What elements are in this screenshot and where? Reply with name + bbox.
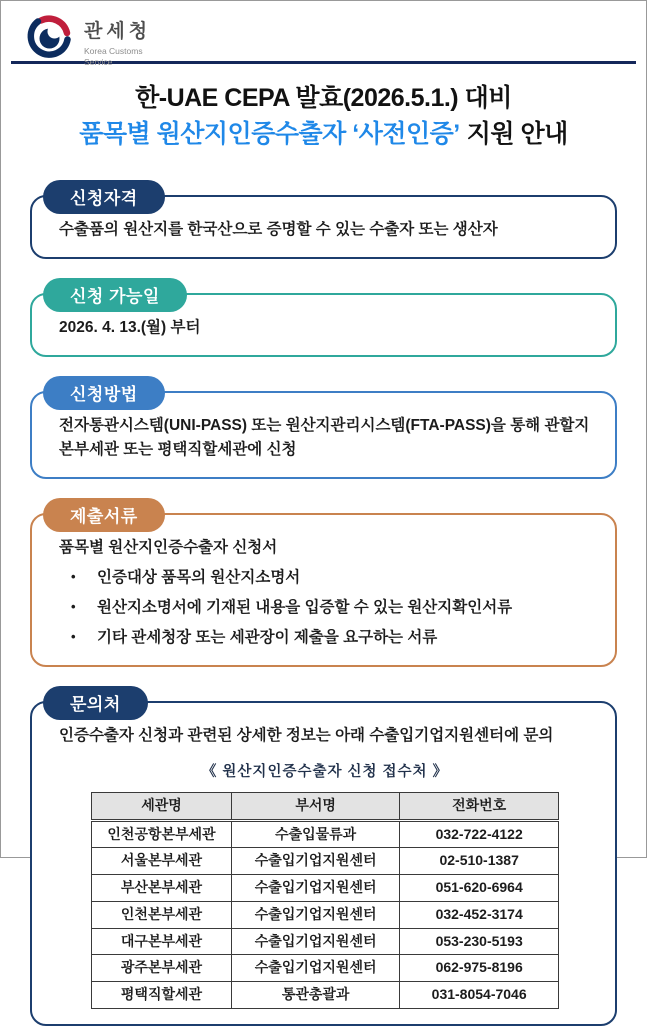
department-cell: 수출입기업지원센터 xyxy=(232,955,400,982)
list-item xyxy=(59,596,591,620)
title-line2-highlight: 품목별 원산지인증수출자 ‘사전인증’ xyxy=(79,120,460,149)
office-cell: 평택직할세관 xyxy=(91,981,231,1008)
office-cell: 부산본부세관 xyxy=(91,875,231,902)
section-documents-label: 제출서류 xyxy=(43,498,165,532)
header-office: 세관명 xyxy=(91,793,231,821)
section-documents-box xyxy=(30,513,617,667)
content xyxy=(1,153,646,1026)
agency-name-english: Korea Customs Service xyxy=(84,46,143,68)
section-documents-intro: 품목별 원산지인증수출자 신청서 xyxy=(59,538,278,556)
section-contact-intro: 인증수출자 신청과 관련된 상세한 정보는 아래 수출입기업지원센터에 문의 xyxy=(59,726,554,744)
phone-cell: 051-620-6964 xyxy=(400,875,559,902)
title-line2-rest: 지원 안내 xyxy=(466,120,568,149)
section-date-body: 2026. 4. 13.(월) 부터 xyxy=(59,318,201,336)
taegeuk-logo-icon xyxy=(27,14,73,60)
bullet-text: 인증대상 품목의 원산지소명서 xyxy=(97,568,301,586)
header-department: 부서명 xyxy=(232,793,400,821)
bullet-text: 기타 관세청장 또는 세관장이 제출을 요구하는 서류 xyxy=(97,628,438,646)
header xyxy=(1,1,646,68)
table-row xyxy=(91,955,558,982)
section-method xyxy=(30,384,617,479)
department-cell: 수출입기업지원센터 xyxy=(232,848,400,875)
office-cell: 서울본부세관 xyxy=(91,848,231,875)
section-contact-box xyxy=(30,701,617,1026)
office-cell: 인천본부세관 xyxy=(91,901,231,928)
section-date xyxy=(30,286,617,357)
table-row xyxy=(91,848,558,875)
section-qualification-body: 수출품의 원산지를 한국산으로 증명할 수 있는 수출자 또는 생산자 xyxy=(59,220,498,238)
section-documents xyxy=(30,506,617,667)
table-row xyxy=(91,981,558,1008)
office-cell: 대구본부세관 xyxy=(91,928,231,955)
contact-table-caption: 《 원산지인증수출자 신청 접수처 》 xyxy=(201,763,449,780)
section-method-body: 전자통관시스템(UNI-PASS) 또는 원산지관리시스템(FTA-PASS)을 통해 관할지 본부세관 또는 평택직할세관에 신청 xyxy=(59,416,590,458)
list-item xyxy=(59,626,591,650)
title-line2 xyxy=(1,116,646,152)
table-row xyxy=(91,875,558,902)
list-item xyxy=(59,566,591,590)
department-cell: 수출입기업지원센터 xyxy=(232,875,400,902)
office-cell: 인천공항본부세관 xyxy=(91,820,231,848)
section-method-label: 신청방법 xyxy=(43,376,165,410)
bullet-text: 원산지소명서에 기재된 내용을 입증할 수 있는 원산지확인서류 xyxy=(97,598,513,616)
department-cell: 통관총괄과 xyxy=(232,981,400,1008)
section-contact xyxy=(30,694,617,1026)
phone-cell: 032-452-3174 xyxy=(400,901,559,928)
documents-bullet-list xyxy=(59,566,591,650)
bullet-icon: • xyxy=(71,628,76,644)
table-row xyxy=(91,928,558,955)
section-qualification xyxy=(30,188,617,259)
department-cell: 수출입기업지원센터 xyxy=(232,928,400,955)
office-cell: 광주본부세관 xyxy=(91,955,231,982)
phone-cell: 02-510-1387 xyxy=(400,848,559,875)
agency-name-block xyxy=(84,14,151,68)
phone-cell: 031-8054-7046 xyxy=(400,981,559,1008)
page-title xyxy=(1,80,646,153)
header-phone: 전화번호 xyxy=(400,793,559,821)
bullet-icon: • xyxy=(71,598,76,614)
section-date-label: 신청 가능일 xyxy=(43,278,187,312)
agency-name-korean: 관세청 xyxy=(84,21,152,42)
phone-cell: 053-230-5193 xyxy=(400,928,559,955)
department-cell: 수출입기업지원센터 xyxy=(232,901,400,928)
table-row xyxy=(91,820,558,848)
section-contact-label: 문의처 xyxy=(43,686,148,720)
section-qualification-label: 신청자격 xyxy=(43,180,165,214)
bullet-icon: • xyxy=(71,568,76,584)
table-row xyxy=(91,901,558,928)
phone-cell: 032-722-4122 xyxy=(400,820,559,848)
phone-cell: 062-975-8196 xyxy=(400,955,559,982)
table-header-row xyxy=(91,793,558,821)
department-cell: 수출입물류과 xyxy=(232,820,400,848)
contact-table xyxy=(91,792,559,1009)
title-line1: 한-UAE CEPA 발효(2026.5.1.) 대비 xyxy=(135,84,512,112)
